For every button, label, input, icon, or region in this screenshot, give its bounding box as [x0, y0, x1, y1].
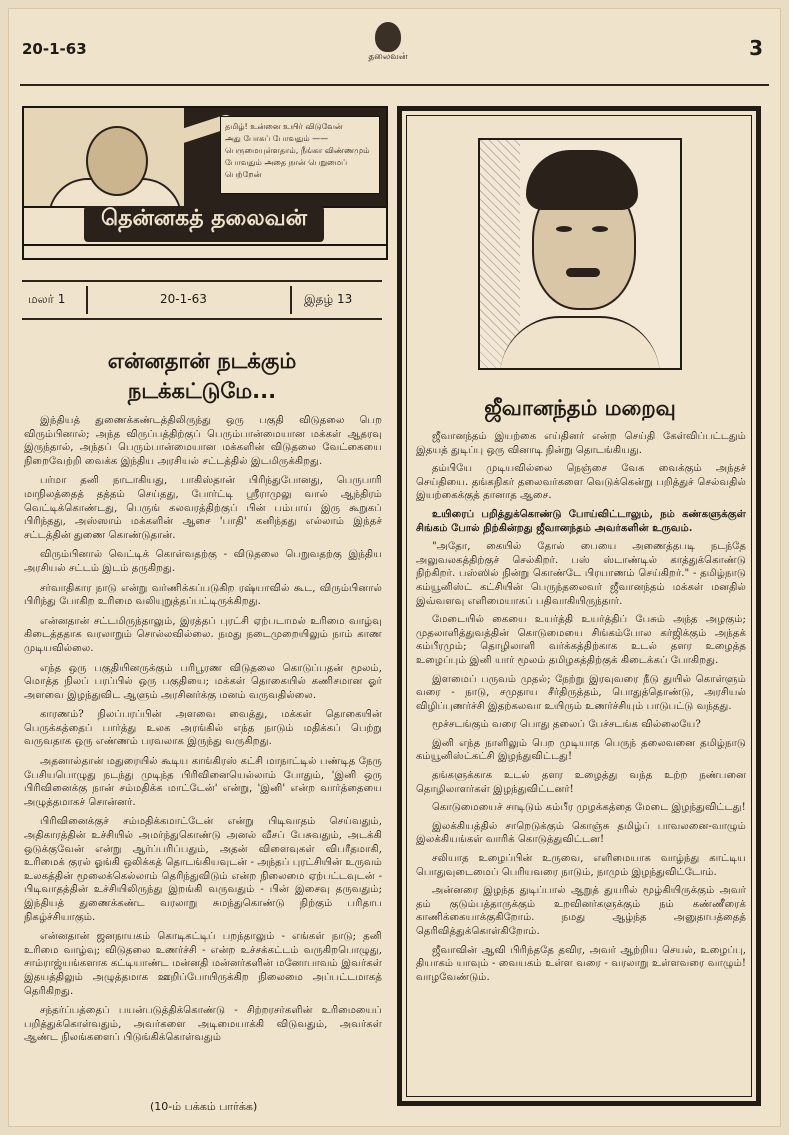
paragraph: இலக்கியத்தில் சாறெடுக்கும் கொஞ்சு தமிழ்ப் பாவலனை-வாழும் இலக்கியங்கள் வாரிக் கொடுத்துவிட்டன! [416, 820, 746, 846]
paragraph: என்னதான் ஜனநாயகம் கொடிகட்டிப் பறந்தாலும் - எங்கள் நாடு; தனி உரிமை வாழ்வு; விடுதலை உணர்ச்சி - என்ற உச்சக்கட்டம் வருகிறபொழுது, சாம்ராஜ்யங்களாக கட்டியாண்ட மன்னதி மன்னர்களின் மனோபாவம் இவர்கள் இதயத்திலும் அழுத்தமாக ஊறிப்போயிருக்கிற நிலைமை அப்பட்டமாகத் தெரிகிறது. [24, 931, 382, 997]
paragraph: கொடுமையைச் சாடிடும் கம்பீர முழக்கத்தை மேடை இழந்துவிட்டது! [432, 802, 746, 814]
obituary-title: ஜீவானந்தம் மறைவு [484, 396, 676, 420]
volume-label: மலர் 1 [28, 292, 66, 306]
header-rule [20, 84, 769, 86]
paragraph: சந்தர்ப்பத்தைப் பயன்படுத்திக்கொண்டு - சிற்றரசர்களின் உரிமையைப் பறித்துக்கொள்வதும், அவர்களை அடிமையாக்கி விடுவதும், அவர்கள் ஆண்ட நிலங்களைப் பிடுங்கிக்கொள்வதும் [24, 1005, 382, 1044]
portrait-eye [592, 226, 608, 232]
jeevanandham-portrait [478, 138, 682, 370]
newspaper-title: தென்னகத் தலைவன் [84, 206, 324, 242]
paragraph: இனி எந்த நாளிலும் பெற முடியாத பெருந் தலைவனை தமிழ்நாடு கம்யூனிஸ்ட்கட்சி இழந்துவிட்டது! [416, 737, 746, 763]
quote-line: போவதும் அதை நான் பெறுமைப் பெற்றேன் [225, 158, 348, 179]
page-number: 3 [749, 36, 763, 60]
editorial-headline [22, 346, 382, 406]
paragraph: அன்னரை இழந்த துடிப்பால் ஆறுத் துயரில் மூழ்கியிருக்கும் அவர் தம் குடும்பத்தாருக்கும் உறவினர்களுக்கும் நம் கண்ணீரைக் காணிக்கையாக்குகிறோம். நமது ஆழ்ந்த அனுதாபத்தைத் தெரிவித்துக்கொள்கிறோம். [416, 885, 746, 937]
paragraph: "அதோ, கையில் தோல் பையை அணைத்தபடி நடந்தே அலுவலகத்திற்குச் செல்கிறர். பஸ் ஸ்டாண்டில் காத்துக்கொண்டு நிற்கிறர். பஸ்ஸில் நின்று கொண்டே பிரயாணம் செய்கிறர்." - தமிழ்நாடு கம்யூனிஸ்ட் கட்சியின் பெருந்தலைவர் ஜீவானந்தம் மக்கள் மனதில் இவ்வளவு எளிமையாகப் பதிவாகியிருந்தார். [416, 541, 746, 607]
paragraph: அதனால்தான் மதுரையில் கூடிய காங்கிரஸ் கட்சி மாநாட்டில் பண்டித நேரு பேசியபொழுது நடந்து முடிந்த பிரிவினையெல்லாம் போதும், 'இனி ஒரு பிரிவினைக்கு நான் சம்மதிக்க மாட்டேன்' என்று, 'இனி' என்ற வார்த்தையை அழுத்தமாகச் சொன்னர். [24, 756, 382, 808]
paragraph: விரும்பினால் வெட்டிக் கொள்வதற்கு - விடுதலை பெறுவதற்கு இந்திய அரசியல் சட்டம் இடம் தருகிறது. [24, 549, 382, 574]
divider [86, 286, 88, 314]
masthead-quote [220, 116, 380, 194]
masthead-banner [22, 106, 388, 260]
illustration-head [86, 126, 148, 196]
headline-line: நடக்கட்டுமே... [127, 379, 277, 403]
logo-text: தலைவன் [368, 52, 408, 62]
paragraph: உயிரைப் பறித்துக்கொண்டு போய்விட்டாலும், நம் கண்களுக்குள் சிங்கம் போல் நிற்கின்றது ஜீவானந்தம் அவர்களின் உருவம். [416, 507, 746, 534]
paragraph: என்னதான் சட்டமிருந்தாலும், இரத்தப் புரட்சி ஏற்படாமல் உரிமை வாழ்வு கிடைத்ததாக வரலாறும் சொல்லவில்லை. நமது நடைமுறையிலும் நாம் காண முடியவில்லை. [24, 615, 382, 654]
portrait-hair [526, 150, 638, 210]
portrait-moustache [566, 268, 600, 277]
paragraph: இளமைப் பருவம் முதல்; நேற்று இரவுவரை நீடு துயில் கொள்ளும் வரை - நாடு, சமுதாய சீர்திருத்தம், பொதுத்தொண்டு, அரசியல் விழிப்புணர்ச்சி இதற்கலவா உயிரும் உணர்ச்சியும் பாடுபட்டு வந்தது. [416, 673, 746, 712]
editorial-body [24, 414, 382, 1051]
issue-number: இதழ் 13 [304, 292, 353, 306]
paragraph: பிரிவினைக்குச் சம்மதிக்கமாட்டேன் என்று பிடிவாதம் செய்வதும், அதிகாரத்தின் உச்சியில் அமர்ந்துகொண்டு அனல் வீசப் பேசுவதும், அடக்கி ஒடுக்குவேன் என்று ஆர்ப்பரிப்பதும், அதன் விளைவுகள் விபரீதமாகி, உரிமைக் குரல் ஓங்கி ஒலிக்கத் தொடங்கியவுடன் - அந்தப் புரட்சியின் உருவம் உலகத்தின் மூலைக்கெல்லாம் தெரிந்துவிடும் என்ற நிலைமை ஏற்பட்டவுடன் - பிடிவாதத்தின் உச்சியிலிருந்து இறங்கி வருவதும் - பின் இசைவு தருவதும்; இந்தியத் துணைக்கண்ட வரலாறு சுமந்துகொண்டு நிற்கும் பரிதாப நிகழ்ச்சியாகும். [24, 816, 382, 923]
masthead-bottom-strip [24, 246, 386, 258]
paragraph: தங்களுக்காக உடல் தளர உழைத்து வந்த உற்ற நண்பனை தொழிலாளர்கள் இழந்துவிட்டனர்! [416, 770, 746, 795]
paragraph: ஜீவாவின் ஆவி பிரிந்ததே தவிர, அவர் ஆற்றிய செயல், உழைப்பு, தியாகம் யாவும் - வையகம் உள்ள வரை - வரலாறு உள்ளவரை வாழும்! வாழவேண்டும். [416, 944, 746, 983]
header-date: 20-1-63 [22, 40, 87, 58]
masthead-logo [366, 22, 410, 74]
portrait-shading [480, 140, 520, 368]
issue-info-bar [22, 280, 382, 320]
quote-line: பெருமையுள்ளதாம், நீங்கா விண்ணமும் [225, 146, 370, 155]
obituary-body [416, 430, 746, 989]
issue-date: 20-1-63 [160, 292, 207, 306]
continued-note: (10-ம் பக்கம் பார்க்க) [150, 1100, 258, 1113]
paragraph: எந்த ஒரு பகுதியினருக்கும் பரிபூரண விடுதலை கொடுப்பதன் மூலம், மொத்த நிலப் பரப்பில் ஒரு பகுதியை; மக்கள் தொகையில் கணிசமான ஓர் அளவை இழந்துவிட ஆளும் அரசினர்க்கு மனம் வருவதில்லை. [24, 662, 382, 701]
headline-line: என்னதான் நடக்கும் [107, 349, 297, 373]
divider [290, 286, 292, 314]
paragraph: சலியாத உழைப்பின் உருவை, எளிமையாக வாழ்ந்து காட்டிய பொதுவுடைமைப் பெரியவரை நாடும், நாமும் இழந்துவிட்டோம். [416, 853, 746, 878]
paragraph: தம்பியே முடியவில்லை நெஞ்சை வேக வைக்கும் அந்தச் செய்தியை. தங்கநிகர் தலைவர்களை வெடுக்கென்று பறித்துச் செல்வதில் இயற்கைக்குத் தானாத ஆசை. [416, 463, 746, 502]
paragraph: காரணம்? நிலப்பரப்பின் அளவை வைத்து, மக்கள் தொகையின் பெருக்கத்தைப் பார்த்து உலக அரங்கில் எந்த நாடும் மதிக்கப் பெற்று வருவதாக ஒரு எண்ணம் பரவலாக இருந்து வருகிறது. [24, 709, 382, 748]
paragraph: மூச்சடங்கும் வரை பொது தலைப் பேச்சடங்க வில்லையே? [432, 719, 701, 731]
paragraph: சர்வாதிகார நாடு என்று வர்ணிக்கப்படுகிற ரஷ்யாவில் கூட, விரும்பினால் பிரிந்து போகிற உரிமை வலியுறுத்தப்பட்டிருக்கிறது. [24, 582, 382, 608]
quote-line: தமிழ்! உன்னை உயிர் விடுவேன் [225, 122, 343, 131]
quote-line: அது போகப் போவதும் —— [225, 134, 329, 143]
logo-portrait-icon [375, 22, 401, 52]
leader-illustration [24, 108, 184, 216]
paragraph: ஜீவானந்தம் இயற்கை எய்தினர் என்ற செய்தி கேள்விப்பட்டதும் இதயத் துடிப்பு ஒரு வினாடி நின்று தொடங்கியது. [416, 431, 746, 456]
paragraph: பர்மா தனி நாடாகியது, பாகிஸ்தான் பிரிந்துபோனது, பெருபாரி மாநிலத்தைத் தத்தம் செய்தது, போர்ட்டி ஸ்ரீராமுலு வால் ஆந்திரம் வெட்டிக்கொண்டது, பெருங் கலவரத்திற்குப் பின் பம்பாய் இரு கூறுகப் பிரிந்தது, அஸ்ஸாம் மக்களின் ஆசை 'பாதி' கனிந்தது எல்லாம் இந்தச் சட்டத்தின் துணை கொண்டுதான். [24, 475, 382, 541]
portrait-collar [500, 316, 660, 370]
paragraph: மேடையில் கையை உயர்த்தி உயர்த்திப் பேசும் அந்த அழகும்; முதலாளித்துவத்தின் கொடுமையை சிங்கம்போல கர்ஜிக்கும் அந்தக் கம்பீரமும்; தொழிலாளி வர்க்கத்திற்காக உடல் தளர உழைத்த உழைப்பும் இனி யார் மூலம் தமிழகத்திற்குக் கிடைக்கப் போகிறது. [416, 614, 746, 666]
paragraph: இந்தியத் துணைக்கண்டத்திலிருந்து ஒரு பகுதி விடுதலை பெற விரும்பினால்; அந்த விருப்பத்திற்குப் பெரும்பான்மையான மக்கள் ஆதரவு இருந்தால், அந்தப் பெரும்பான்மையான மக்களின் விடுதலை வேட்கையை நிறைவேற்றி வைக்க இந்திய அரசியல் சட்டத்தில் இடமிருக்கிறது. [24, 415, 382, 467]
portrait-eye [556, 226, 572, 232]
